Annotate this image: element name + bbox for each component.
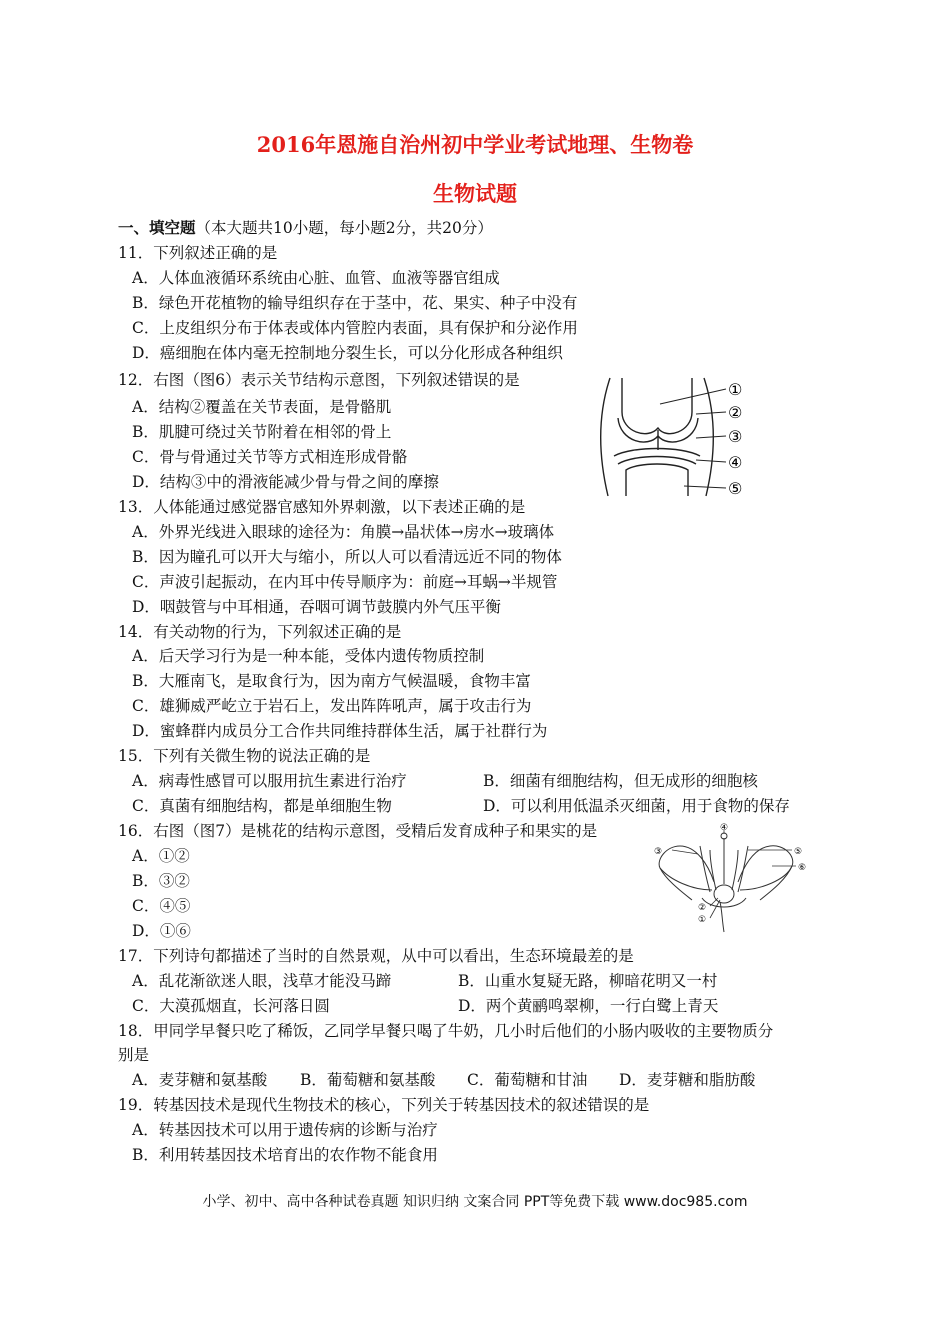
page-title: 2016年恩施自治州初中学业考试地理、生物卷 (256, 132, 694, 157)
q13-option-d: D．咽鼓管与中耳相通，吞咽可调节鼓膜内外气压平衡 (132, 598, 501, 616)
q16-option-a: A．①② (132, 847, 190, 865)
q13-stem: 13．人体能通过感觉器官感知外界刺激，以下表述正确的是 (118, 498, 526, 516)
q15-option-c: C．真菌有细胞结构，都是单细胞生物 (132, 797, 392, 815)
q18-option-d: D．麦芽糖和脂肪酸 (619, 1071, 756, 1089)
fig7-label-6: ⑥ (798, 863, 807, 873)
fig7-label-4: ④ (720, 823, 729, 833)
q18-stem: 18．甲同学早餐只吃了稀饭，乙同学早餐只喝了牛奶，几小时后他们的小肠内吸收的主要物质分 (118, 1022, 774, 1040)
q14-stem: 14．有关动物的行为，下列叙述正确的是 (118, 623, 402, 641)
q12-stem: 12．右图（图6）表示关节结构示意图，下列叙述错误的是 (118, 371, 520, 389)
q14-option-c: C．雄狮威严屹立于岩石上，发出阵阵吼声，属于攻击行为 (132, 697, 532, 715)
q15-stem: 15．下列有关微生物的说法正确的是 (118, 747, 371, 765)
q11-option-d: D．癌细胞在体内毫无控制地分裂生长，可以分化形成各种组织 (132, 344, 563, 362)
q11-stem: 11．下列叙述正确的是 (118, 244, 278, 262)
q17-stem: 17．下列诗句都描述了当时的自然景观，从中可以看出，生态环境最差的是 (118, 947, 634, 965)
q13-option-c: C．声波引起振动，在内耳中传导顺序为：前庭→耳蜗→半规管 (132, 573, 558, 591)
fig7-label-5: ⑤ (794, 847, 803, 857)
q15-option-a: A．病毒性感冒可以服用抗生素进行治疗 (132, 772, 407, 790)
q11-option-c: C．上皮组织分布于体表或体内管腔内表面，具有保护和分泌作用 (132, 319, 578, 337)
q16-stem: 16．右图（图7）是桃花的结构示意图，受精后发育成种子和果实的是 (118, 822, 598, 840)
q13-option-b: B．因为瞳孔可以开大与缩小，所以人可以看清远近不同的物体 (132, 548, 562, 566)
joint-diagram (592, 374, 772, 500)
q12-option-b: B．肌腱可绕过关节附着在相邻的骨上 (132, 423, 392, 441)
q18-stem-cont: 别是 (118, 1046, 150, 1064)
fig6-label-4: ④ (728, 453, 743, 472)
fig6-label-2: ② (728, 403, 743, 422)
q14-option-a: A．后天学习行为是一种本能，受体内遗传物质控制 (132, 647, 485, 665)
q16-option-c: C．④⑤ (132, 897, 191, 915)
q15-option-b: B．细菌有细胞结构，但无成形的细胞核 (483, 772, 758, 790)
q16-option-d: D．①⑥ (132, 922, 191, 940)
q13-option-a: A．外界光线进入眼球的途径为：角膜→晶状体→房水→玻璃体 (132, 523, 555, 541)
q11-option-b: B．绿色开花植物的输导组织存在于茎中，花、果实、种子中没有 (132, 294, 578, 312)
q12-option-d: D．结构③中的滑液能减少骨与骨之间的摩擦 (132, 473, 439, 491)
q19-option-b: B．利用转基因技术培育出的农作物不能食用 (132, 1146, 438, 1164)
fig6-label-1: ① (728, 380, 743, 399)
q12-option-c: C．骨与骨通过关节等方式相连形成骨骼 (132, 448, 408, 466)
section-note: （本大题共10小题，每小题2分，共20分） (195, 219, 493, 237)
q17-option-d: D．两个黄鹂鸣翠柳，一行白鹭上青天 (458, 997, 719, 1015)
fig7-label-2: ② (698, 903, 707, 913)
q11-option-a: A．人体血液循环系统由心脏、血管、血液等器官组成 (132, 269, 500, 287)
q15-option-d: D．可以利用低温杀灭细菌，用于食物的保存 (483, 797, 790, 815)
q16-option-b: B．③② (132, 872, 190, 890)
fig6-label-3: ③ (728, 427, 743, 446)
q14-option-d: D．蜜蜂群内成员分工合作共同维持群体生活，属于社群行为 (132, 722, 548, 740)
q19-option-a: A．转基因技术可以用于遗传病的诊断与治疗 (132, 1121, 438, 1139)
q17-option-b: B．山重水复疑无路，柳暗花明又一村 (458, 972, 718, 990)
q18-option-c: C．葡萄糖和甘油 (467, 1071, 588, 1089)
section-title: 一、填空题 (118, 218, 196, 237)
page-footer: 小学、初中、高中各种试卷真题 知识归纳 文案合同 PPT等免费下载 www.doc985.com (202, 1194, 748, 1210)
fig7-label-1: ① (698, 915, 707, 925)
section-heading (118, 218, 493, 238)
fig7-label-3: ③ (654, 847, 663, 857)
q18-option-b: B．葡萄糖和氨基酸 (300, 1071, 436, 1089)
q17-option-c: C．大漠孤烟直，长河落日圆 (132, 997, 330, 1015)
fig6-label-5: ⑤ (728, 479, 743, 498)
q14-option-b: B．大雁南飞，是取食行为，因为南方气候温暖，食物丰富 (132, 672, 531, 690)
q18-option-a: A．麦芽糖和氨基酸 (132, 1071, 268, 1089)
q19-stem: 19．转基因技术是现代生物技术的核心，下列关于转基因技术的叙述错误的是 (118, 1096, 650, 1114)
q17-option-a: A．乱花渐欲迷人眼，浅草才能没马蹄 (132, 972, 392, 990)
q12-option-a: A．结构②覆盖在关节表面，是骨骼肌 (132, 398, 392, 416)
peach-flower-diagram (652, 820, 822, 940)
page-subtitle: 生物试题 (433, 181, 517, 206)
